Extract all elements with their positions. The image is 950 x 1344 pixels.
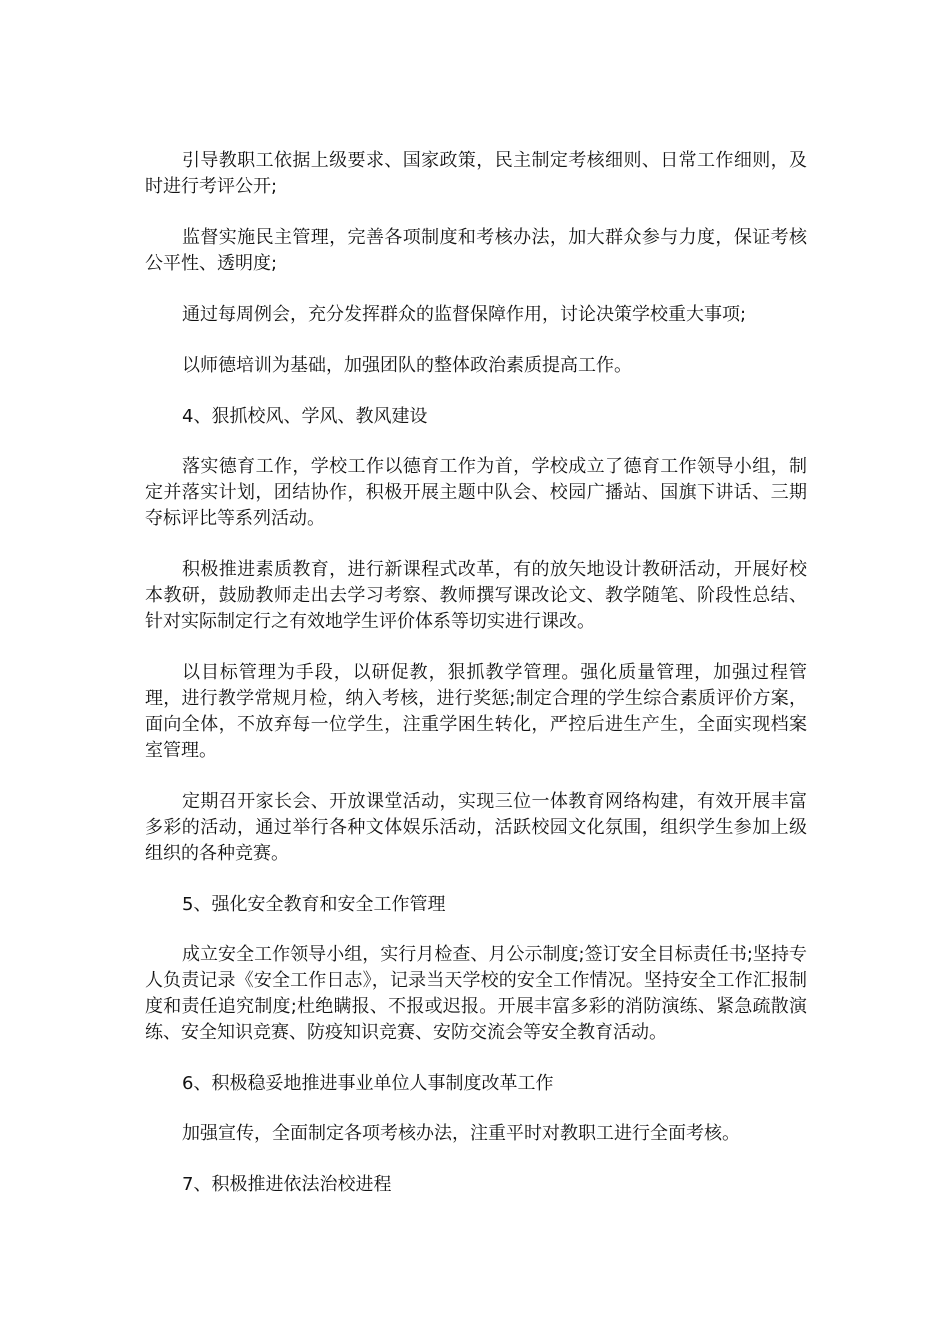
- paragraph-3: 通过每周例会，充分发挥群众的监督保障作用，讨论决策学校重大事项;: [182, 304, 747, 325]
- paragraph-8: 定期召开家长会、开放课堂活动，实现三位一体教育网络构建，有效开展丰富多彩的活动，通过举行各种文体娱乐活动，活跃校园文化氛围，组织学生参加上级组织的各种竞赛。: [145, 791, 807, 864]
- paragraph-2: 监督实施民主管理，完善各项制度和考核办法，加大群众参与力度，保证考核公平性、透明度;: [145, 227, 807, 274]
- section-heading-7: 7、积极推进依法治校进程: [182, 1174, 392, 1195]
- paragraph-5: 落实德育工作，学校工作以德育工作为首，学校成立了德育工作领导小组，制定并落实计划，团结协作，积极开展主题中队会、校园广播站、国旗下讲话、三期夺标评比等系列活动。: [145, 456, 807, 529]
- document-page: [145, 148, 807, 1222]
- paragraph-9: 成立安全工作领导小组，实行月检查、月公示制度;签订安全目标责任书;坚持专人负责记录《安全工作日志》，记录当天学校的安全工作情况。坚持安全工作汇报制度和责任追究制度;杜绝瞒报、不报或迟报。开展丰富多彩的消防演练、紧急疏散演练、安全知识竞赛、防疫知识竞赛、安防交流会等安全教育活动。: [145, 944, 807, 1043]
- paragraph-6: 积极推进素质教育，进行新课程式改革，有的放矢地设计教研活动，开展好校本教研，鼓励教师走出去学习考察、教师撰写课改论文、教学随笔、阶段性总结、针对实际制定行之有效地学生评价体系等切实进行课改。: [145, 559, 807, 632]
- section-heading-6: 6、积极稳妥地推进事业单位人事制度改革工作: [182, 1073, 554, 1094]
- paragraph-1: 引导教职工依据上级要求、国家政策，民主制定考核细则、日常工作细则，及时进行考评公开;: [145, 150, 807, 197]
- paragraph-4: 以师德培训为基础，加强团队的整体政治素质提高工作。: [182, 355, 632, 376]
- section-heading-4: 4、狠抓校风、学风、教风建设: [182, 406, 428, 427]
- paragraph-7: 以目标管理为手段，以研促教，狠抓教学管理。强化质量管理，加强过程管理，进行教学常规月检，纳入考核，进行奖惩;制定合理的学生综合素质评价方案，面向全体，不放弃每一位学生，注重学困生转化，严控后进生产生，全面实现档案室管理。: [145, 662, 807, 761]
- paragraph-10: 加强宣传，全面制定各项考核办法，注重平时对教职工进行全面考核。: [182, 1123, 740, 1144]
- section-heading-5: 5、强化安全教育和安全工作管理: [182, 894, 446, 915]
